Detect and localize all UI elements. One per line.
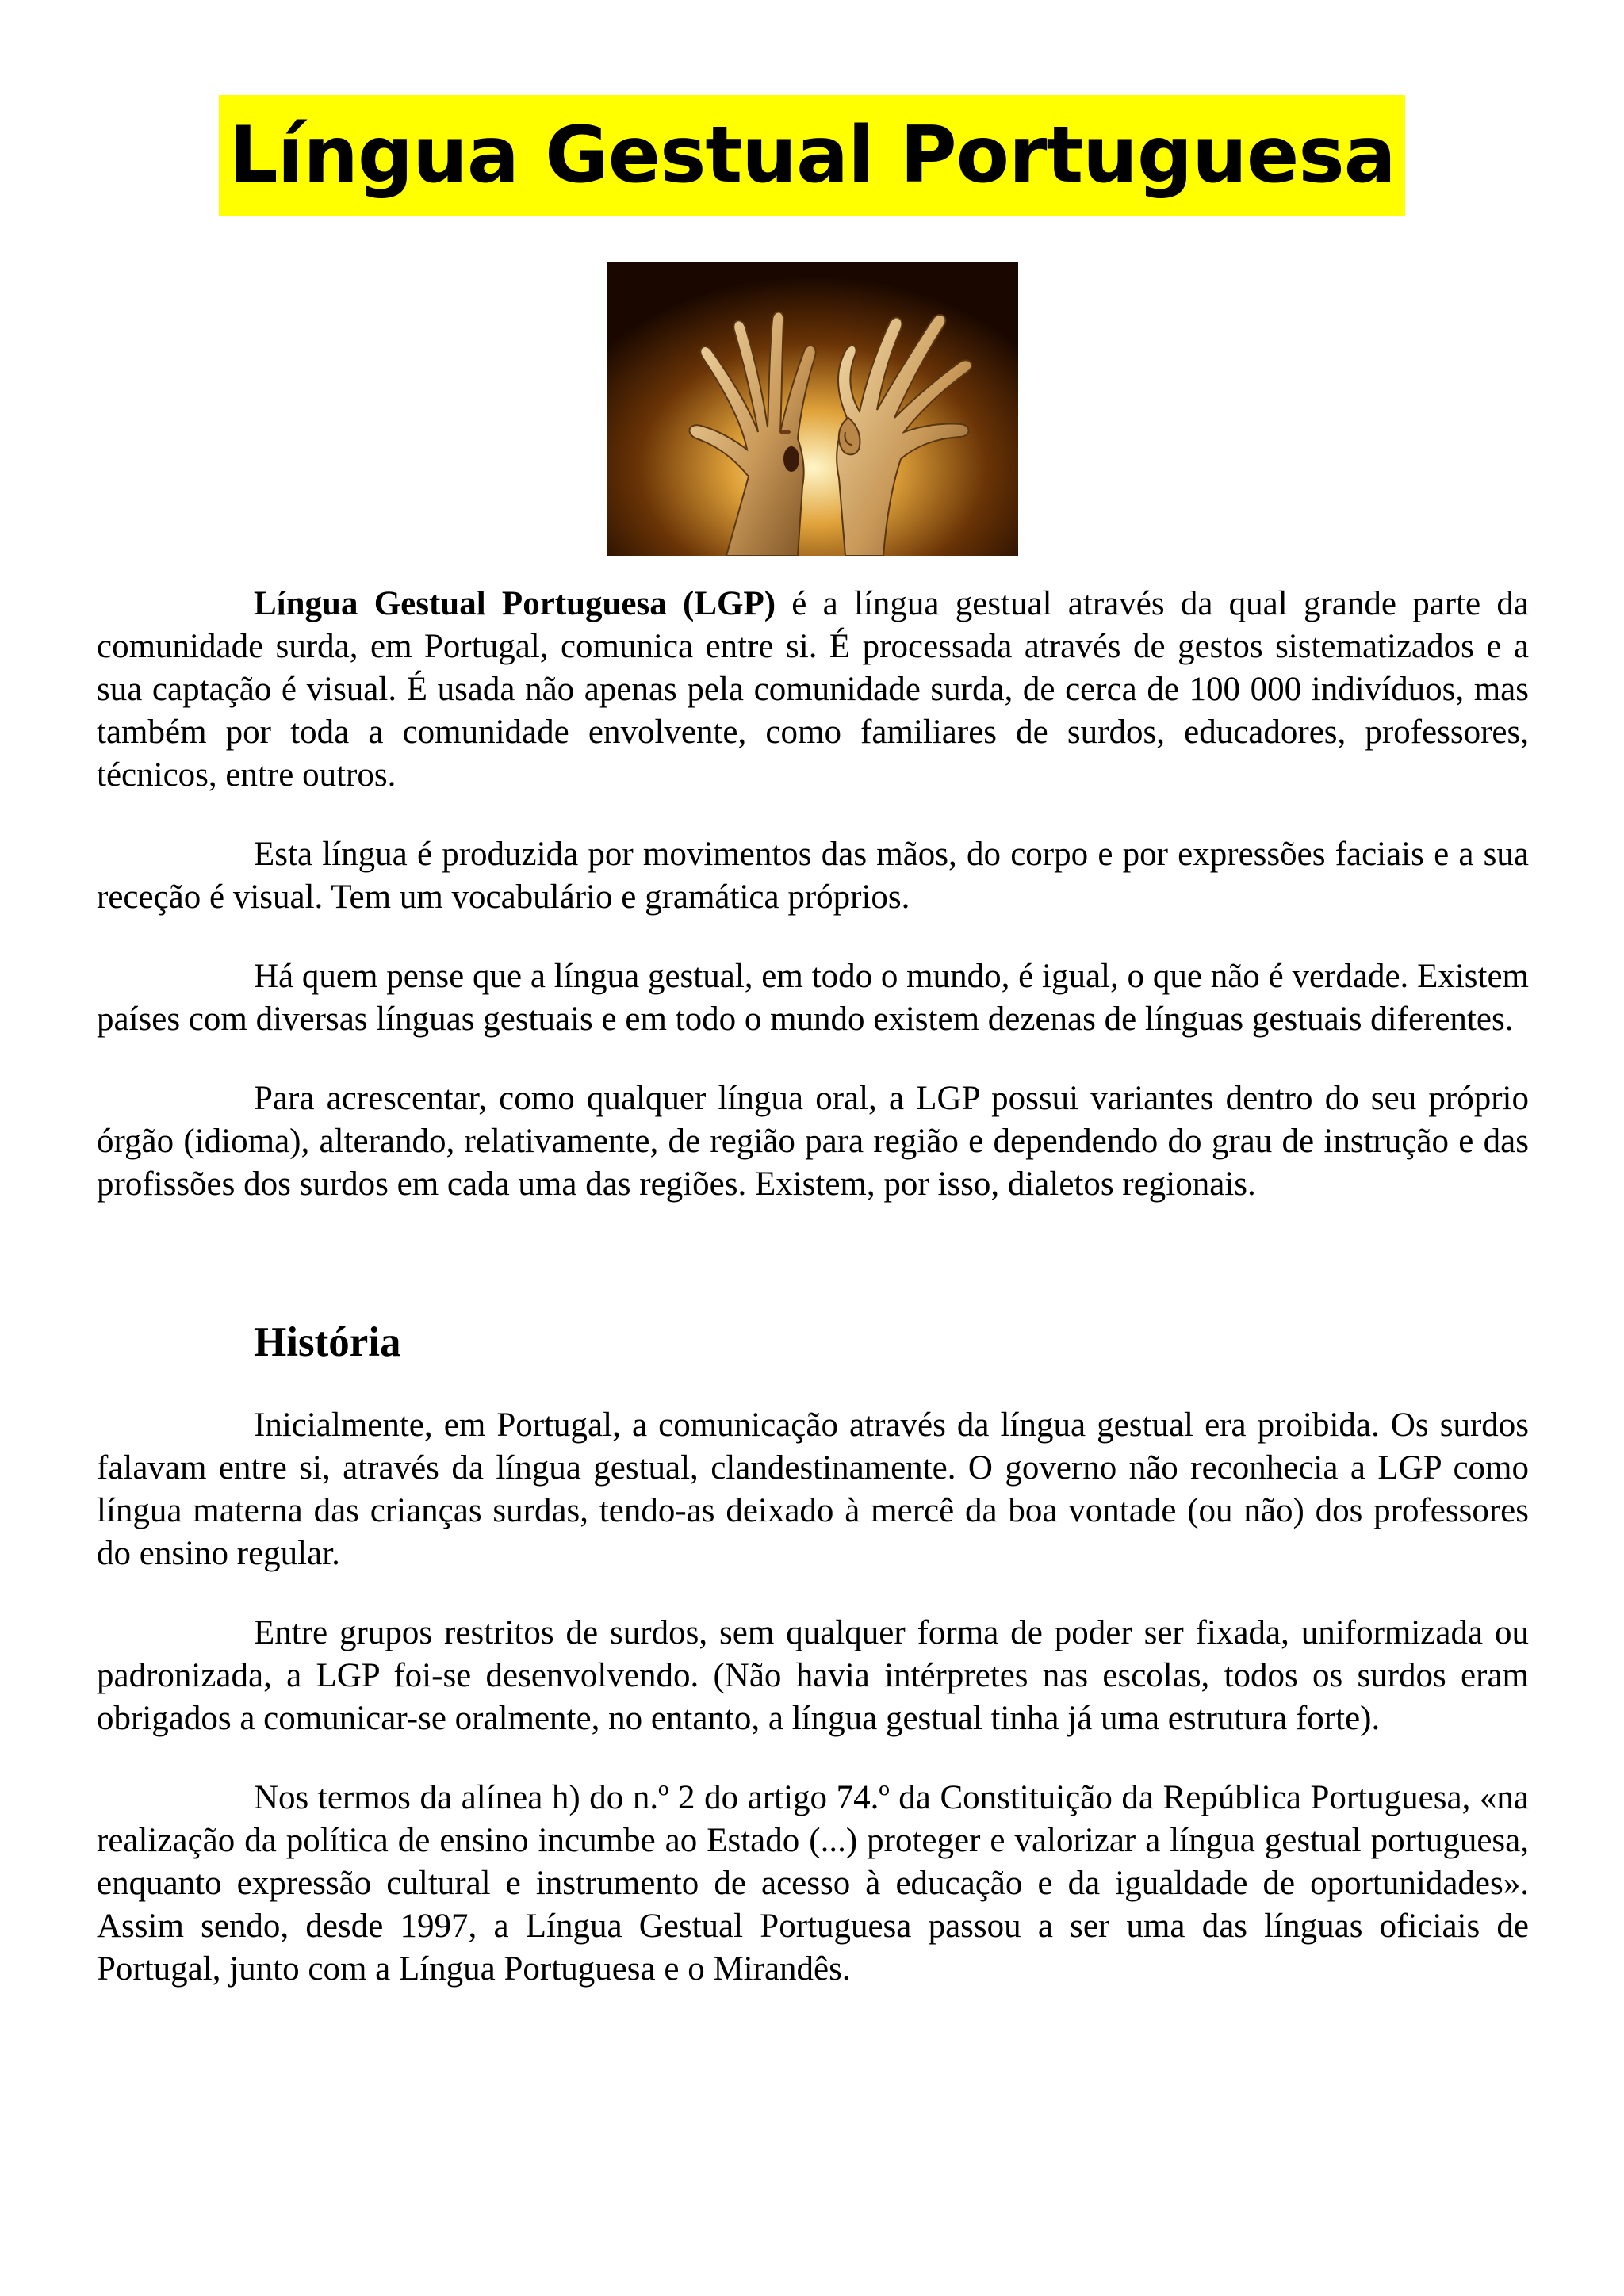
document-body	[97, 583, 1529, 1991]
history-paragraph-3: Nos termos da alínea h) do n.º 2 do artigo 74.º da Constituição da República Portuguesa, «na realização da política de ensino incumbe ao Estado (...) proteger e valorizar a língua gestual portuguesa, enquanto expressão cultural e instrumento de acesso à educação e da igualdade de oportunidades». Assim sendo, desde 1997, a Língua Gestual Portuguesa passou a ser uma das línguas oficiais de Portugal, junto com a Língua Portuguesa e o Mirandês.	[97, 1779, 1529, 1988]
intro-paragraph-3: Há quem pense que a língua gestual, em todo o mundo, é igual, o que não é verdade. Existem países com diversas línguas gestuais e em todo o mundo existem dezenas de línguas gestuais diferentes.	[97, 958, 1529, 1038]
page-title: Língua Gestual Portuguesa	[219, 95, 1405, 216]
intro-paragraph-4: Para acrescentar, como qualquer língua oral, a LGP possui variantes dentro do seu próprio órgão (idioma), alterando, relativamente, de região para região e dependendo do grau de instrução e das profissões dos surdos em cada uma das regiões. Existem, por isso, dialetos regionais.	[97, 1080, 1529, 1203]
hands-illustration	[607, 262, 1018, 556]
intro-paragraph-1	[97, 583, 1529, 797]
lgp-lead-term: Língua Gestual Portuguesa (LGP)	[254, 585, 776, 622]
page-title-wrapper	[0, 95, 1624, 216]
intro-paragraph-2: Esta língua é produzida por movimentos das mãos, do corpo e por expressões faciais e a sua receção é visual. Tem um vocabulário e gramática próprios.	[97, 836, 1529, 916]
history-paragraph-2: Entre grupos restritos de surdos, sem qualquer forma de poder ser fixada, uniformizada ou padronizada, a LGP foi-se desenvolvendo. (Não havia intérpretes nas escolas, todos os surdos eram obrigados a comunicar-se oralmente, no entanto, a língua gestual tinha já uma estrutura forte).	[97, 1614, 1529, 1737]
intro-paragraph-1-text: é a língua gestual através da qual grande parte da comunidade surda, em Portugal, comunica entre si. É processada através de gestos sistematizados e a sua captação é visual. É usada não apenas pela comunidade surda, de cerca de 100 000 indivíduos, mas também por toda a comunidade envolvente, como familiares de surdos, educadores, professores, técnicos, entre outros.	[97, 585, 1529, 794]
history-paragraph-1: Inicialmente, em Portugal, a comunicação através da língua gestual era proibida. Os surdos falavam entre si, através da língua gestual, clandestinamente. O governo não reconhecia a LGP como língua materna das crianças surdas, tendo-as deixado à mercê da boa vontade (ou não) dos professores do ensino regular.	[97, 1406, 1529, 1572]
history-heading: História	[254, 1319, 401, 1365]
